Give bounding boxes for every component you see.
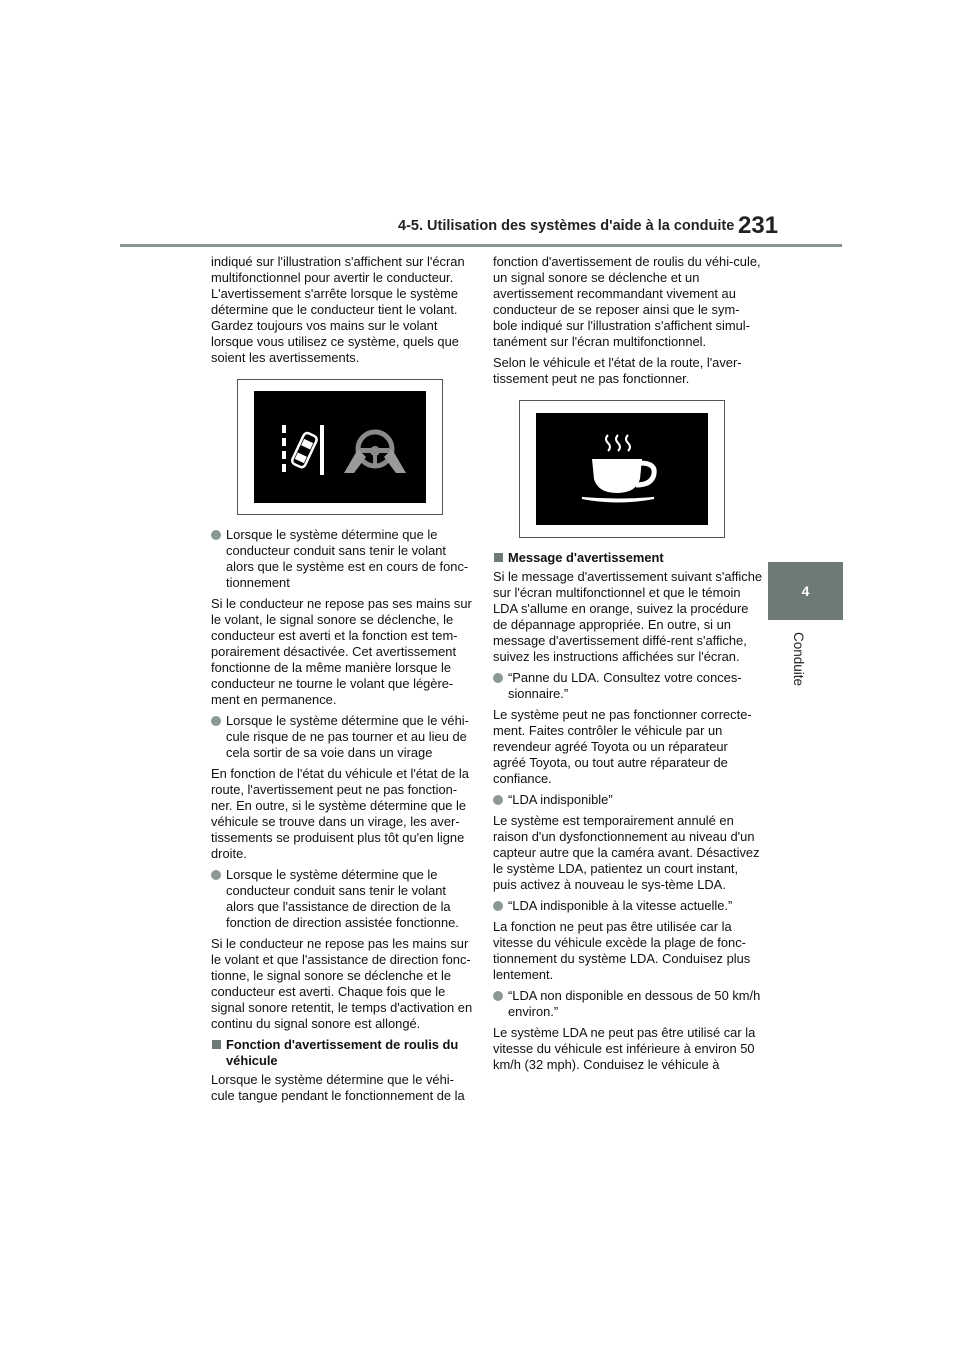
heading-square-icon — [494, 553, 503, 562]
paragraph: Si le message d'avertissement suivant s'affiche sur l'écran multifonctionnel et que le témoin LDA s'allume en orange, suivez la procédure de dépannage appropriée. En outre, si un message d'avertissement diffé-rent s'affiche, suivez les instructions affichées sur l'écran. — [493, 569, 763, 664]
bullet-icon — [211, 530, 221, 540]
lane-departure-icon — [278, 423, 328, 479]
heading-text: Message d'avertissement — [508, 550, 664, 565]
bullet-text: “LDA indisponible” — [508, 792, 613, 807]
bullet-text: Lorsque le système détermine que le conducteur conduit sans tenir le volant alors que le système est en cours de fonc-tionnement — [226, 527, 469, 590]
bullet-item — [493, 988, 763, 1020]
section-title: 4-5. Utilisation des systèmes d'aide à la conduite — [398, 218, 735, 234]
section-heading — [211, 1037, 473, 1069]
page-number: 231 — [738, 212, 779, 239]
section-heading — [493, 550, 763, 566]
bullet-item — [493, 670, 763, 702]
chapter-number: 4 — [801, 583, 810, 599]
paragraph: Le système LDA ne peut pas être utilisé car la vitesse du véhicule est inférieure à environ 50 km/h (32 mph). Conduisez le véhicule à — [493, 1025, 756, 1072]
header-divider — [120, 244, 842, 247]
paragraph: Si le conducteur ne repose pas les mains sur le volant et que l'assistance de direction fonc-tionne, le signal sonore se déclenche et le conducteur est averti. Chaque fois que le signal sonore retentit, le temps d'activation en continu du signal sonore est allongé. — [211, 936, 473, 1031]
hands-on-wheel-icon — [342, 427, 408, 477]
steering-warning-figure — [237, 379, 443, 515]
left-column — [211, 254, 473, 1109]
chapter-tab — [768, 562, 843, 620]
bullet-text: Lorsque le système détermine que le véhi-cule risque de ne pas tourner et au lieu de cela sortir de sa voie dans un virage — [226, 713, 469, 760]
bullet-icon — [211, 716, 221, 726]
paragraph: Le système est temporairement annulé en raison d'un dysfonctionnement au niveau d'un capteur autre que la caméra avant. Désactivez le système LDA, patientez un court instant, puis activez à nouveau le sys-tème LDA. — [493, 813, 760, 892]
paragraph: Selon le véhicule et l'état de la route, l'aver-tissement peut ne pas fonctionner. — [493, 355, 742, 386]
bullet-icon — [493, 673, 503, 683]
heading-text: Fonction d'avertissement de roulis du véhicule — [226, 1037, 459, 1068]
paragraph: fonction d'avertissement de roulis du véhi-cule, un signal sonore se déclenche et un avertissement recommandant vivement au conducteur de se reposer ainsi que le sym-bole indiqué sur l'illustration s'affichent simul-tanément sur l'écran multifonctionnel. — [493, 254, 761, 349]
display-screen — [536, 413, 708, 525]
display-screen — [254, 391, 426, 503]
rest-warning-figure — [519, 400, 725, 538]
paragraph: En fonction de l'état du véhicule et l'état de la route, l'avertissement peut ne pas fonction-ner. En outre, si le système détermine que le véhicule se trouve dans un virage, les aver-tissements se produisent plus tôt qu'en ligne droite. — [211, 766, 469, 861]
heading-square-icon — [212, 1040, 221, 1049]
bullet-icon — [493, 901, 503, 911]
bullet-text: “LDA indisponible à la vitesse actuelle.” — [508, 898, 733, 913]
bullet-icon — [211, 870, 221, 880]
coffee-cup-icon — [578, 433, 668, 511]
paragraph: La fonction ne peut pas être utilisée car la vitesse du véhicule excède la plage de fonc-tionnement du système LDA. Conduisez plus lentement. — [493, 919, 751, 982]
bullet-text: “LDA non disponible en dessous de 50 km/h environ.” — [508, 988, 761, 1019]
bullet-item — [493, 898, 763, 914]
paragraph: Le système peut ne pas fonctionner correcte-ment. Faites contrôler le véhicule par un revendeur agréé Toyota ou un réparateur agréé Toyota, ou tout autre réparateur de confiance. — [493, 707, 752, 786]
bullet-icon — [493, 991, 503, 1001]
bullet-item — [211, 713, 473, 761]
paragraph: Si le conducteur ne repose pas ses mains sur le volant, le signal sonore se déclenche, le conducteur est averti et la fonction est tem-porairement désactivée. Cet avertissement fonctionne de la même manière lorsque le conducteur ne tourne le volant que légère-ment en permanence. — [211, 596, 472, 707]
paragraph: Lorsque le système détermine que le véhi-cule tangue pendant le fonctionnement de la — [211, 1072, 465, 1103]
bullet-icon — [493, 795, 503, 805]
bullet-text: Lorsque le système détermine que le conducteur conduit sans tenir le volant alors que l'assistance de direction de la fonction de direction assistée fonctionne. — [226, 867, 459, 930]
right-column — [493, 254, 763, 1078]
paragraph: indiqué sur l'illustration s'affichent sur l'écran multifonctionnel pour avertir le conducteur. L'avertissement s'arrête lorsque le système détermine que le conducteur tient le volant. Gardez toujours vos mains sur le volant lorsque vous utilisez ce système, quels que soient les avertissements. — [211, 254, 465, 365]
chapter-label: Conduite — [791, 632, 806, 687]
bullet-item — [211, 867, 473, 931]
bullet-item — [493, 792, 763, 808]
bullet-text: “Panne du LDA. Consultez votre conces-sionnaire.” — [508, 670, 742, 701]
bullet-item — [211, 527, 473, 591]
